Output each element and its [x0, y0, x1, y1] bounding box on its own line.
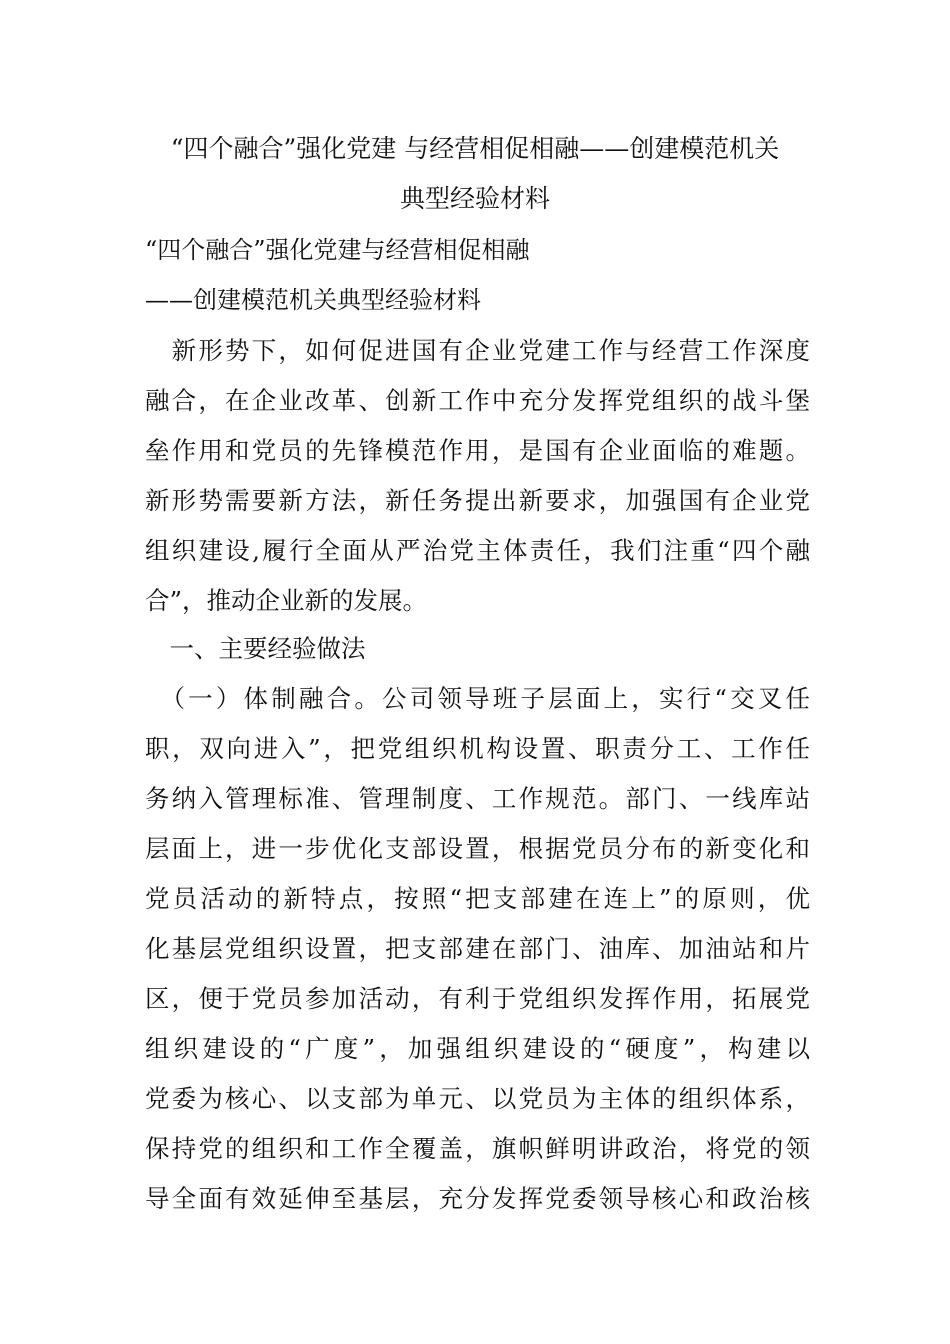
document-title-line-1: “四个融合”强化党建 与经营相促相融——创建模范机关 [170, 134, 780, 163]
paragraph-1-line: 融合，在企业改革、创新工作中充分发挥党组织的战斗堡 [145, 386, 810, 415]
paragraph-2-line: 保持党的组织和工作全覆盖，旗帜鲜明讲政治，将党的领 [145, 1134, 810, 1163]
paragraph-2-line: 务纳入管理标准、管理制度、工作规范。部门、一线库站 [145, 784, 810, 813]
paragraph-1-line: 合”，推动企业新的发展。 [145, 586, 428, 615]
paragraph-2-line: 职，双向进入”，把党组织机构设置、职责分工、工作任 [145, 734, 810, 763]
paragraph-1-line: 新形势下，如何促进国有企业党建工作与经营工作深度 [145, 336, 810, 365]
paragraph-1-line: 新形势需要新方法，新任务提出新要求，加强国有企业党 [145, 486, 810, 515]
document-title-line-2: 典型经验材料 [399, 184, 550, 213]
paragraph-2-line: 党员活动的新特点，按照“把支部建在连上”的原则，优 [145, 884, 810, 913]
paragraph-2-line: 化基层党组织设置，把支部建在部门、油库、加油站和片 [145, 934, 810, 963]
subtitle-line-2: ——创建模范机关典型经验材料 [145, 286, 481, 314]
paragraph-2-line: 党委为核心、以支部为单元、以党员为主体的组织体系， [145, 1084, 810, 1113]
paragraph-1-line: 垒作用和党员的先锋模范作用，是国有企业面临的难题。 [145, 436, 810, 465]
paragraph-2-line: 组织建设的“广度”，加强组织建设的“硬度”，构建以 [145, 1034, 810, 1063]
section-heading: 一、主要经验做法 [145, 634, 366, 663]
paragraph-2-line: （一）体制融合。公司领导班子层面上，实行“交叉任 [145, 684, 810, 713]
subtitle-line-1: “四个融合”强化党建与经营相促相融 [145, 236, 530, 264]
paragraph-2-line: 导全面有效延伸至基层，充分发挥党委领导核心和政治核 [145, 1184, 810, 1213]
paragraph-1-line: 组织建设,履行全面从严治党主体责任，我们注重“四个融 [145, 536, 810, 565]
paragraph-2-line: 区，便于党员参加活动，有利于党组织发挥作用，拓展党 [145, 984, 810, 1013]
paragraph-2-line: 层面上，进一步优化支部设置，根据党员分布的新变化和 [145, 834, 810, 863]
